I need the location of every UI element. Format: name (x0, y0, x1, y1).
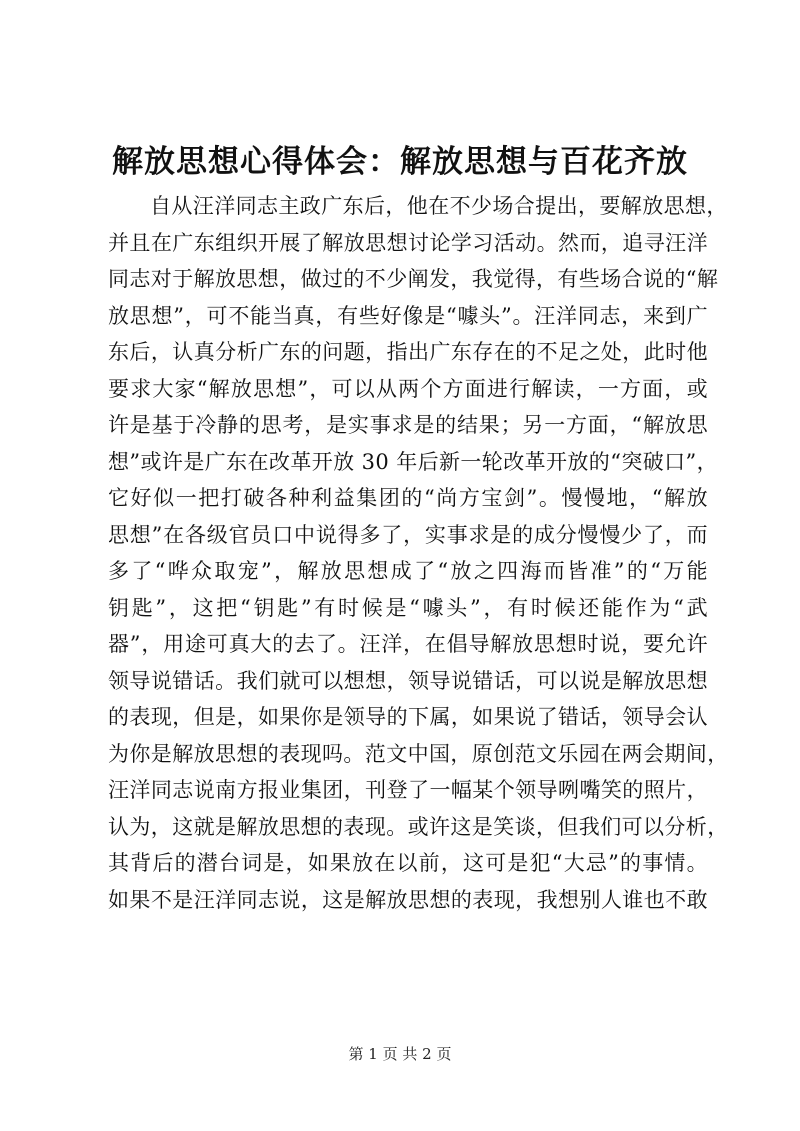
body-line: 许是基于冷静的思考，是实事求是的结果；另一方面，“解放思 (108, 413, 708, 437)
body-line: 汪洋同志说南方报业集团，刊登了一幅某个领导咧嘴笑的照片， (108, 778, 708, 802)
body-line: 认为，这就是解放思想的表现。或许这是笑谈，但我们可以分析， (108, 814, 729, 839)
body-line: 思想”在各级官员口中说得多了，实事求是的成分慢慢少了，而 (108, 522, 708, 547)
body-line: 的表现，但是，如果你是领导的下属，如果说了错话，领导会认 (108, 705, 708, 729)
body-line: 领导说错话。我们就可以想想，领导说错话，可以说是解放思想 (108, 668, 708, 693)
body-line: 自从汪洋同志主政广东后，他在不少场合提出，要解放思想， (150, 194, 728, 218)
body-line: 如果不是汪洋同志说，这是解放思想的表现，我想别人谁也不敢 (108, 887, 708, 912)
body-line: 并且在广东组织开展了解放思想讨论学习活动。然而，追寻汪洋 (108, 230, 708, 255)
body-line: 东后，认真分析广东的问题，指出广东存在的不足之处，此时他 (108, 340, 708, 364)
body-line: 为你是解放思想的表现吗。范文中国，原创范文乐园在两会期间， (108, 741, 729, 766)
body-line: 器”，用途可真大的去了。汪洋，在倡导解放思想时说，要允许 (108, 632, 708, 656)
page-number: 第 1 页 共 2 页 (348, 1045, 452, 1063)
body-line: 钥匙”，这把“钥匙”有时候是“噱头”，有时候还能作为“武 (108, 595, 708, 620)
page-footer (0, 1044, 800, 1064)
body-line: 它好似一把打破各种利益集团的“尚方宝剑”。慢慢地，“解放 (108, 486, 708, 510)
body-line: 其背后的潜台词是，如果放在以前，这可是犯“大忌”的事情。 (108, 851, 708, 875)
body-line: 同志对于解放思想，做过的不少阐发，我觉得，有些场合说的“解 (108, 267, 719, 291)
document-title: 解放思想心得体会：解放思想与百花齐放 (112, 144, 688, 180)
document-body (108, 188, 729, 918)
body-line: 要求大家“解放思想”，可以从两个方面进行解读，一方面，或 (108, 376, 708, 401)
body-line: 放思想”，可不能当真，有些好像是“噱头”。汪洋同志，来到广 (108, 303, 708, 328)
body-line: 想”或许是广东在改革开放 30 年后新一轮改革开放的“突破口”， (108, 449, 719, 474)
body-line: 多了“哗众取宠”，解放思想成了“放之四海而皆准”的“万能 (108, 559, 708, 583)
